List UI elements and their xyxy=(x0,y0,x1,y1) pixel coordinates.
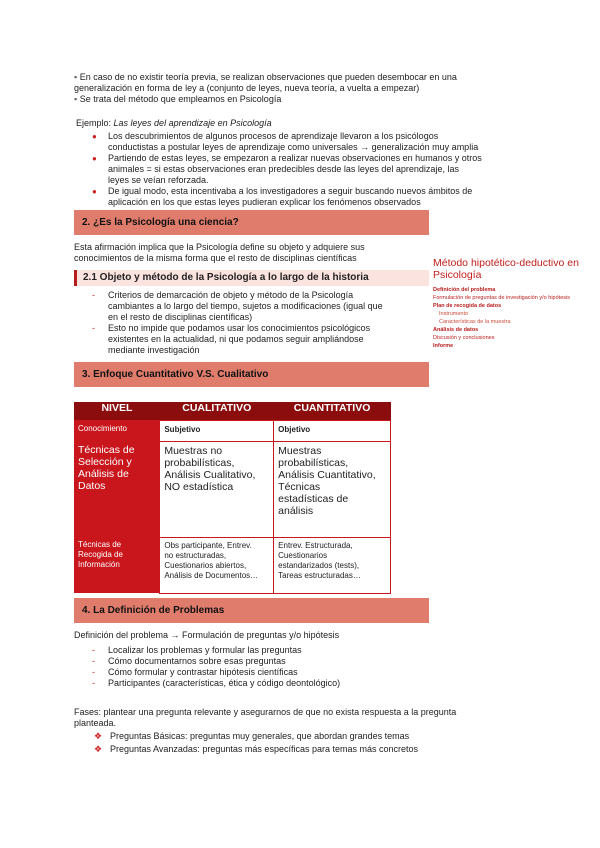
sidebar-subitem: Características de la muestra xyxy=(439,319,511,325)
intro-line-2: generalización en forma de ley a (conjunto de leyes, nueva teoría, a vuelta a empezar) xyxy=(74,83,420,93)
cell-subjetivo: Subjetivo xyxy=(160,420,274,441)
sidebar-title-1: Método hipotético-deductivo en xyxy=(433,257,579,269)
section-3-title: 3. Enfoque Cuantitativo V.S. Cualitativo xyxy=(82,369,269,380)
phases-text: Fases: plantear una pregunta relevante y asegurarnos de que no exista respuesta a la pregunta planteada. xyxy=(74,707,457,728)
section-4-title: 4. La Definición de Problemas xyxy=(82,605,225,616)
section-3-header xyxy=(74,362,429,387)
sidebar-title-2: Psicología xyxy=(433,269,482,281)
header-cuantitativo: CUANTITATIVO xyxy=(274,402,391,420)
section-4-item: - Cómo documentarnos sobre esas preguntas xyxy=(76,656,476,667)
header-nivel: NIVEL xyxy=(74,402,160,420)
section-2-1-subtitle: 2.1 Objeto y método de la Psicología a lo largo de la historia xyxy=(74,270,429,286)
section-2-1-item-1: - Criterios de demarcación de objeto y método de la Psicología cambiantes a lo largo del tiempo, sujetos a modificaciones (igual que en el resto de disciplinas científicas) xyxy=(76,290,436,323)
section-4-item: - Cómo formular y contrastar hipótesis científicas xyxy=(76,667,476,678)
intro-line-1: ▪ En caso de no existir teoría previa, se realizan observaciones que pueden desembocar en una xyxy=(74,72,457,82)
sidebar-item: Formulación de preguntas de investigación y/o hipótesis xyxy=(433,295,570,301)
sidebar-item: Definición del problema xyxy=(433,287,496,293)
row-label-tecnicas-seleccion: Técnicas de Selección y Análisis de Datos xyxy=(74,441,160,537)
example-heading: Ejemplo: Las leyes del aprendizaje en Psicología xyxy=(76,118,272,128)
sidebar-item: Discusión y conclusiones xyxy=(433,335,495,341)
comparison-table xyxy=(74,402,391,594)
questions-list xyxy=(74,731,514,757)
sidebar-method xyxy=(433,257,598,350)
intro-block xyxy=(74,72,514,105)
question-item-basic: ❖ Preguntas Básicas: preguntas muy generales, que abordan grandes temas xyxy=(74,731,514,742)
section-2-title: 2. ¿Es la Psicología una ciencia? xyxy=(82,217,239,228)
example-item-1: ● Los descubrimientos de algunos procesos de aprendizaje llevaron a los psicólogos conductistas a postular leyes de aprendizaje como universales → generalización muy amplia xyxy=(80,131,520,153)
section-4-item: - Participantes (características, ética y código deontológico) xyxy=(76,678,476,689)
cell-objetivo: Objetivo xyxy=(274,420,391,441)
section-4-lead: Definición del problema → Formulación de preguntas y/o hipótesis xyxy=(74,630,340,640)
example-item-3: ● De igual modo, esta incentivaba a los investigadores a seguir buscando nuevos ámbitos de aplicación en los que estas leyes pudieran explicar los fenómenos observados xyxy=(80,186,520,208)
section-2-header xyxy=(74,210,429,235)
cell-quant-recogida: Entrev. Estructurada, Cuestionarios estandarizados (tests), Tareas estructuradas… xyxy=(274,537,391,593)
question-item-advanced: ❖ Preguntas Avanzadas: preguntas más específicas para temas más concretos xyxy=(74,744,514,755)
sidebar-item: Informe xyxy=(433,343,454,349)
section-4-item: - Localizar los problemas y formular las preguntas xyxy=(76,645,476,656)
example-item-2: ● Partiendo de estas leyes, se empezaron a realizar nuevas observaciones en humanos y otros animales = si estas observaciones eran predecibles desde las leyes del aprendizaje, las leyes se veían reforzada. xyxy=(80,153,520,186)
row-label-conocimiento: Conocimiento xyxy=(74,420,160,441)
sidebar-item: Análisis de datos xyxy=(433,327,479,333)
intro-line-3: ▪ Se trata del método que empleamos en Psicología xyxy=(74,94,282,104)
header-cualitativo: CUALITATIVO xyxy=(160,402,274,420)
cell-qual-tecnicas: Muestras no probabilísticas, Análisis Cualitativo, NO estadística xyxy=(160,441,274,537)
section-2-1-list xyxy=(76,290,436,356)
section-2-text: Esta afirmación implica que la Psicología define su objeto y adquiere sus conocimientos de la misma forma que el resto de disciplinas científicas xyxy=(74,242,365,263)
example-list xyxy=(80,131,520,208)
cell-quant-tecnicas: Muestras probabilísticas, Análisis Cuantitativo, Técnicas estadísticas de análisis xyxy=(274,441,391,537)
row-label-tecnicas-recogida: Técnicas de Recogida de Información xyxy=(74,537,160,593)
section-4-list xyxy=(76,645,476,689)
cell-qual-recogida: Obs participante, Entrev. no estructuradas, Cuestionarios abiertos, Análisis de Documentos… xyxy=(160,537,274,593)
section-4-header xyxy=(74,598,429,623)
section-2-1-item-2: - Esto no impide que podamos usar los conocimientos psicológicos existentes en la actualidad, ni que podamos seguir ampliándose mediante investigación xyxy=(76,323,436,356)
sidebar-item: Plan de recogida de datos xyxy=(433,303,502,309)
sidebar-subitem: Instrumento xyxy=(439,311,469,317)
